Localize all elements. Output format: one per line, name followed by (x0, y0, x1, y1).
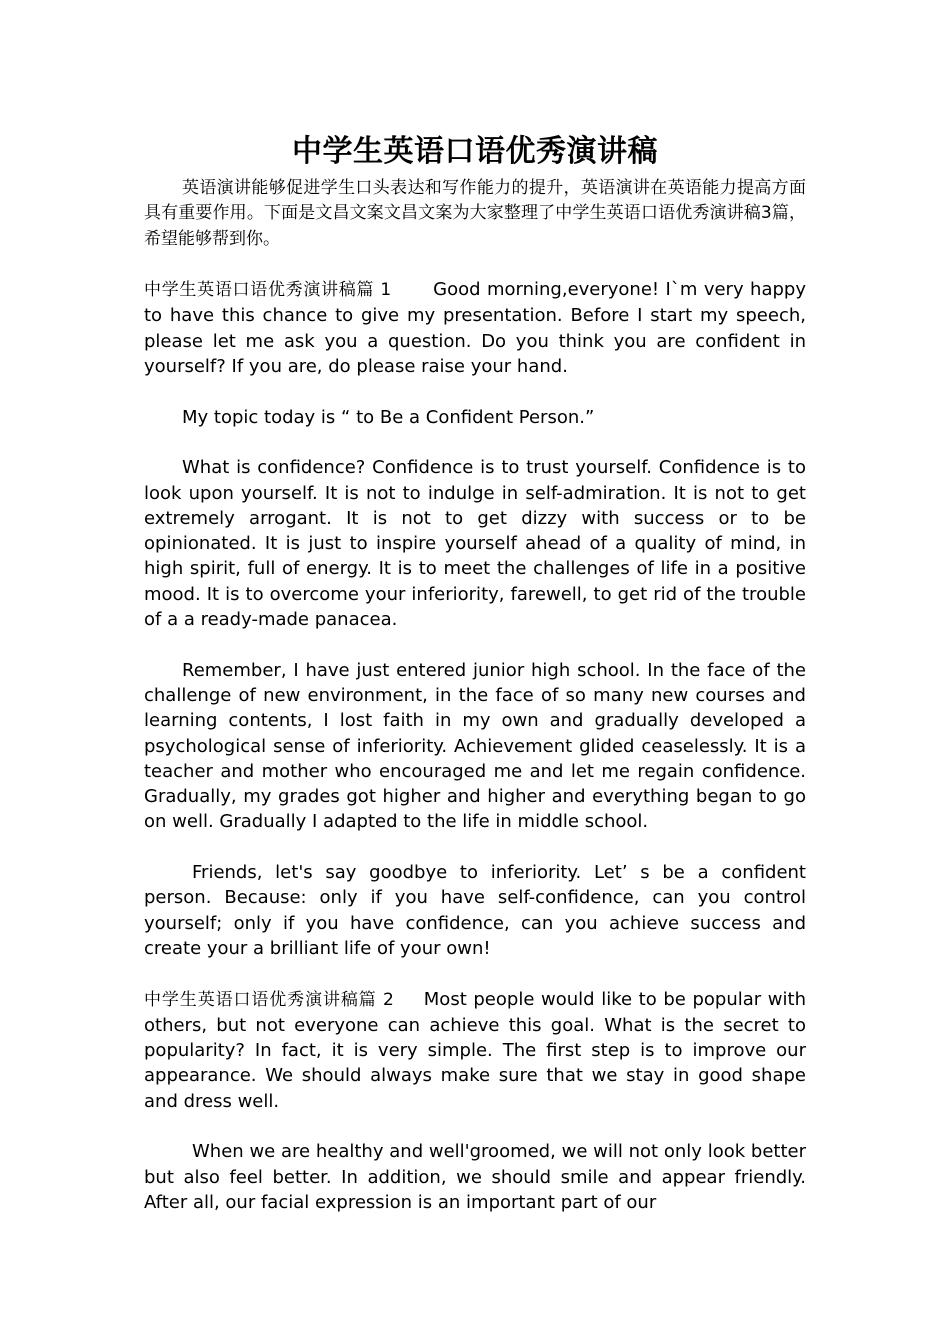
section2-opening-paragraph (144, 987, 806, 1114)
section1-opening-text: Good morning,everyone! I`m very happy to have this chance to give my presentation. Before I start my speech, please let me ask you a question. Do you think you are confident in yourself? If you are, do please raise your hand. (144, 279, 806, 378)
section1-topic-paragraph: My topic today is “ to Be a Confident Person.” (182, 406, 595, 428)
section1-friends-paragraph: Friends, let's say goodbye to inferiority. Let’ s be a confident person. Because: only if you have self-confidence, can you control yourself; only if you have confidence, can you achieve success and create your a brilliant life of your own! (144, 862, 806, 959)
section1-opening-paragraph (144, 277, 806, 379)
section2-heading: 中学生英语口语优秀演讲稿篇 2 (144, 989, 394, 1010)
section1-remember-paragraph: Remember, I have just entered junior high school. In the face of the challenge of new environment, in the face of so many new courses and learning contents, I lost faith in my own and gradually developed a psychological sense of inferiority. Achievement glided ceaselessly. It is a teacher and mother who encouraged me and let me regain confidence. Gradually, my grades got higher and higher and everything began to go on well. Gradually I adapted to the life in middle school. (144, 659, 806, 833)
document-body (144, 128, 806, 1215)
section2-opening-text: Most people would like to be popular with others, but not everyone can achieve this goal. What is the secret to popularity? In fact, it is very simple. The first step is to improve our appearance. We should always make sure that we stay in good shape and dress well. (144, 988, 806, 1112)
section1-heading: 中学生英语口语优秀演讲稿篇 1 (144, 280, 392, 301)
intro-paragraph: 英语演讲能够促进学生口头表达和写作能力的提升，英语演讲在英语能力提高方面具有重要作用。下面是文昌文案文昌文案为大家整理了中学生英语口语优秀演讲稿3篇，希望能够帮到你。 (144, 178, 806, 249)
document-title: 中学生英语口语优秀演讲稿 (292, 134, 658, 169)
section2-healthy-paragraph: When we are healthy and well'groomed, we will not only look better but also feel better. In addition, we should smile and appear friendly. After all, our facial expression is an important part of our (144, 1141, 806, 1213)
section1-confidence-paragraph: What is confidence? Confidence is to trust yourself. Confidence is to look upon yourself. It is not to indulge in self-admiration. It is not to get extremely arrogant. It is not to get dizzy with success or to be opinionated. It is just to inspire yourself ahead of a quality of mind, in high spirit, full of energy. It is to meet the challenges of life in a positive mood. It is to overcome your inferiority, farewell, to get rid of the trouble of a a ready-made panacea. (144, 457, 806, 631)
